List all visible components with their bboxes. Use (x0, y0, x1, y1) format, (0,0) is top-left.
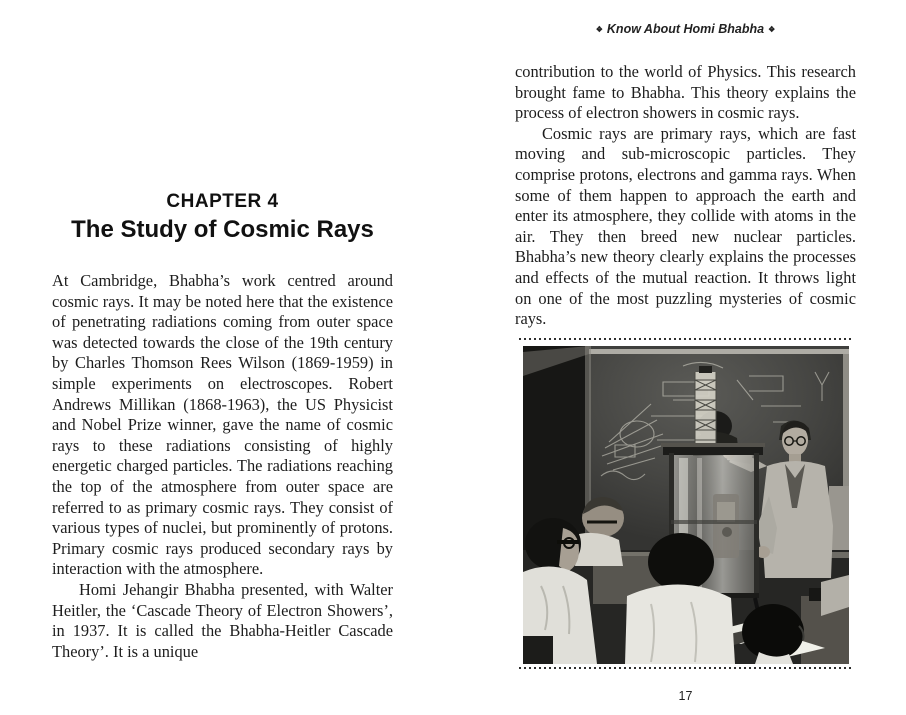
left-paragraph-1: At Cambridge, Bhabha’s work centred around cosmic rays. It may be noted here that the existence of penetrating radiations coming from outer space was detected towards the close of the 19th century by Charles Thomson Rees Wilson (1869-1959) in simple experiments on electroscopes. Robert Andrews Millikan (1868-1963), the US Physicist and Nobel Prize winner, gave the name of cosmic rays to these radiations consisting of highly energetic charged particles. The radiations reaching the top of the atmosphere from outer space are referred to as primary cosmic rays. They consist of various types of nuclei, but prominently of protons. Primary cosmic rays produced secondary rays by interaction with the atmosphere. (52, 271, 393, 579)
bhabha-classroom-photo (523, 346, 849, 664)
right-page (515, 22, 856, 715)
chapter-title: The Study of Cosmic Rays (71, 216, 374, 243)
chapter-number: CHAPTER 4 (166, 191, 279, 212)
photo-figure (515, 338, 856, 669)
header-ornament-icon: ❖ (768, 25, 776, 34)
left-page (52, 191, 393, 662)
running-header (515, 22, 856, 36)
page-number: 17 (678, 688, 693, 703)
right-paragraph-2: Cosmic rays are primary rays, which are fast moving and sub-microscopic particles. They comprise protons, electrons and gamma rays. When some of them happen to approach the earth and enter its atmosphere, they collide with atoms in the air. They then breed new nuclear particles. Bhabha’s new theory clearly explains the processes and effects of the mutual reaction. It throws light on one of the most puzzling mysteries of cosmic rays. (515, 123, 856, 329)
dotted-rule-bottom (519, 667, 853, 669)
header-ornament-icon: ❖ (595, 25, 603, 34)
left-paragraph-2: Homi Jehangir Bhabha presented, with Walter Heitler, the ‘Cascade Theory of Electron Showers’, in 1937. It is called the Bhabha-Heitler Cascade Theory’. It is a unique (52, 579, 393, 661)
running-header-text: Know About Homi Bhabha (606, 22, 765, 36)
dotted-rule-top (519, 338, 853, 340)
right-paragraph-1: contribution to the world of Physics. This research brought fame to Bhabha. This theory explains the process of electron showers in cosmic rays. (515, 62, 856, 123)
